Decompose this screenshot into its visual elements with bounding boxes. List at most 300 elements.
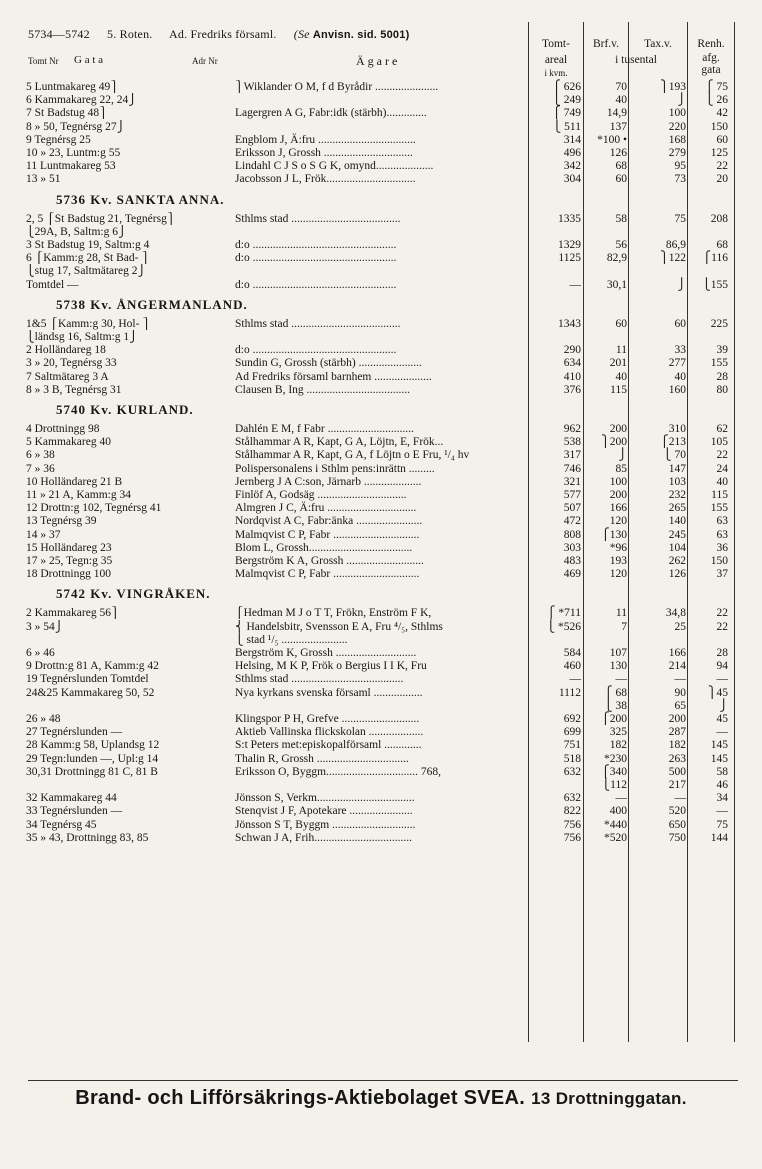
- row-owner: Jönsson S, Verkm..................................: [235, 792, 415, 805]
- row-owner: Stenqvist J F, Apotekare ......................: [235, 805, 413, 818]
- row-address: 30,31 Drottningg 81 C, 81 B: [26, 765, 158, 778]
- row-brf-value: 40: [615, 94, 627, 107]
- table-row: [0, 725, 762, 739]
- row-address: 9 Tegnérsg 25: [26, 133, 91, 146]
- row-renh-fee: ⎧116: [702, 252, 728, 265]
- row-tax-value: ⎧213: [660, 436, 686, 449]
- row-address: 6 Kammakareg 22, 24⎭: [26, 94, 137, 107]
- row-owner: Helsing, M K P, Frök o Bergius I I K, Fru: [235, 660, 427, 673]
- row-tax-value: 214: [668, 660, 686, 673]
- row-renh-fee: 58: [716, 765, 728, 778]
- block-title: 5736 Kv. SANKTA ANNA.: [56, 191, 225, 207]
- row-owner: Bergström K A, Grossh ...........................: [235, 555, 424, 567]
- table-row: [0, 488, 762, 502]
- header-area-2: areal: [544, 54, 568, 66]
- row-renh-fee: 28: [716, 647, 728, 659]
- row-area: 577: [563, 489, 581, 501]
- row-brf-value: 200: [609, 423, 627, 435]
- footer-company: Brand- och Lifförsäkrings-Aktiebolaget SVEA.: [75, 1087, 526, 1109]
- row-renh-fee: 150: [710, 120, 728, 133]
- row-area: 822: [563, 805, 581, 818]
- row-brf-value: 400: [609, 805, 627, 818]
- row-tax-value: 60: [674, 317, 686, 330]
- row-address: 13 » 51: [26, 173, 61, 186]
- row-tax-value: 200: [668, 713, 686, 725]
- row-area: 342: [563, 160, 581, 173]
- row-tax-value: 126: [668, 568, 686, 581]
- row-owner: d:o ..................................................: [235, 239, 397, 251]
- header-renh-2: afg.: [702, 52, 720, 64]
- table-row: [0, 567, 762, 581]
- row-owner: Engblom J, Ä:fru ..................................: [235, 133, 416, 146]
- row-renh-fee: 45: [716, 713, 728, 725]
- row-owner: d:o ..................................................: [235, 252, 397, 265]
- row-renh-fee: ⎫45: [707, 686, 728, 699]
- row-owner: Malmqvist C P, Fabr ..............................: [235, 528, 420, 541]
- row-address: 14 » 37: [26, 528, 61, 541]
- row-brf-value: —: [615, 792, 627, 805]
- row-tax-value: 232: [668, 489, 686, 501]
- row-tax-value: 160: [668, 383, 686, 396]
- table-row: [0, 278, 762, 292]
- row-brf-value: ⎩112: [601, 779, 627, 791]
- row-brf-value: ⎧ 68: [604, 686, 627, 699]
- row-area: 751: [563, 739, 581, 752]
- row-renh-fee: 46: [716, 779, 728, 791]
- row-tax-value: 166: [668, 647, 686, 659]
- header-brf: Brf.v.: [592, 38, 620, 50]
- row-tax-value: 73: [674, 173, 686, 186]
- row-tax-value: 140: [668, 515, 686, 528]
- row-renh-fee: 22: [716, 160, 728, 173]
- table-row: [0, 541, 762, 555]
- row-renh-fee: 62: [716, 423, 728, 435]
- row-tax-value: 262: [668, 555, 686, 567]
- table-row: [0, 317, 762, 331]
- row-area: 304: [563, 173, 581, 186]
- row-brf-value: 193: [609, 555, 627, 567]
- reference-prefix: (Se: [293, 27, 310, 41]
- row-tax-value: 100: [668, 107, 686, 120]
- row-area: 756: [563, 818, 581, 831]
- row-tax-value: 279: [668, 147, 686, 159]
- row-brf-value: 11: [615, 607, 627, 620]
- row-area: ⎩ 249: [552, 94, 581, 107]
- row-renh-fee: 28: [716, 370, 728, 383]
- table-row: [0, 791, 762, 805]
- row-brf-value: ⎧130: [601, 528, 627, 541]
- row-area: 634: [563, 357, 581, 370]
- table-row: [0, 435, 762, 449]
- row-brf-value: 100: [609, 475, 627, 488]
- row-brf-value: 70: [615, 81, 627, 93]
- row-address: 32 Kammakareg 44: [26, 792, 117, 805]
- table-row: [0, 238, 762, 252]
- row-area: 692: [563, 713, 581, 725]
- row-brf-value: 115: [610, 383, 627, 396]
- row-brf-value: 85: [615, 462, 627, 475]
- row-address: 6 » 46: [26, 647, 55, 659]
- row-address: 3 » 54⎭: [26, 620, 64, 633]
- row-owner: Bergström K, Grossh ............................: [235, 647, 417, 659]
- table-row: [0, 831, 762, 845]
- row-brf-value: 82,9: [606, 252, 627, 265]
- table-row: [0, 699, 762, 713]
- row-renh-fee: 105: [710, 436, 728, 449]
- row-renh-fee: 145: [710, 752, 728, 765]
- row-address: 18 Drottningg 100: [26, 568, 111, 581]
- row-area: 410: [563, 370, 581, 383]
- row-area: 584: [563, 647, 581, 659]
- row-tax-value: 104: [668, 541, 686, 554]
- row-brf-value: 60: [615, 317, 627, 330]
- row-address: ⎩29A, B, Saltm:g 6⎭: [26, 225, 127, 238]
- row-tax-value: 220: [668, 120, 686, 133]
- row-area: —: [569, 673, 581, 686]
- row-brf-value: 137: [609, 120, 627, 133]
- row-renh-fee: 63: [716, 528, 728, 541]
- table-row: [0, 159, 762, 173]
- row-owner: Almgren J C, Ä:fru ...............................: [235, 502, 417, 515]
- row-address: 2 Holländareg 18: [26, 344, 106, 357]
- table-row: [0, 501, 762, 515]
- row-tax-value: 277: [668, 357, 686, 370]
- row-brf-value: ⎧340: [601, 765, 627, 778]
- row-tax-value: ⎩ 70: [663, 449, 686, 462]
- row-brf-value: 201: [609, 357, 627, 370]
- row-brf-value: 166: [609, 502, 627, 515]
- row-address: Tomtdel —: [26, 278, 79, 291]
- row-address: 8 » 50, Tegnérsg 27⎭: [26, 120, 126, 133]
- row-renh-fee: 150: [710, 555, 728, 567]
- row-tax-value: 95: [674, 160, 686, 173]
- row-address: 4 Drottningg 98: [26, 423, 100, 435]
- row-owner: Stålhammar A R, Kapt, G A, f Löjtn o E Fru, ¹/₄ hv: [235, 449, 470, 462]
- row-renh-fee: ⎭: [719, 699, 728, 712]
- row-owner: Lindahl C J S o S G K, omynd....................: [235, 160, 434, 173]
- row-brf-value: *96: [609, 541, 627, 554]
- row-address: 13 Tegnérsg 39: [26, 515, 97, 528]
- table-row: [0, 738, 762, 752]
- reference-note: [294, 27, 410, 41]
- row-area: 1112: [558, 686, 581, 699]
- header-tax: Tax.v.: [644, 38, 672, 50]
- row-renh-fee: 37: [716, 568, 728, 581]
- row-tax-value: 265: [668, 502, 686, 515]
- row-address: 3 » 20, Tegnérsg 33: [26, 357, 117, 370]
- row-renh-fee: 60: [716, 133, 728, 146]
- row-address: 12 Drottn:g 102, Tegnérsg 41: [26, 502, 162, 515]
- row-area: 303: [563, 541, 581, 554]
- row-owner: ⎧Hedman M J o T T, Frökn, Enström F K,: [235, 607, 432, 620]
- row-renh-fee: 208: [710, 212, 728, 225]
- row-area: 632: [563, 765, 581, 778]
- row-address: 24&25 Kammakareg 50, 52: [26, 686, 155, 699]
- footer-rule: [28, 1080, 738, 1081]
- row-area: 483: [563, 555, 581, 567]
- table-row: [0, 606, 762, 620]
- row-brf-value: 11: [615, 344, 627, 357]
- row-owner: Nordqvist A C, Fabr:änka .......................: [235, 515, 423, 528]
- row-renh-fee: 24: [716, 462, 728, 475]
- row-area: —: [569, 278, 581, 291]
- row-owner: Thalin R, Grossh ................................: [235, 752, 409, 765]
- row-area: ⎧ *711: [546, 607, 581, 620]
- table-row: [0, 462, 762, 476]
- row-address: 15 Holländareg 23: [26, 541, 112, 554]
- row-address: 10 Holländareg 21 B: [26, 475, 123, 488]
- table-row: [0, 106, 762, 120]
- row-area: 290: [563, 344, 581, 357]
- table-row: [0, 659, 762, 673]
- row-tax-value: ⎭: [677, 94, 686, 107]
- row-owner: Jernberg J A C:son, Järnarb ....................: [235, 475, 422, 488]
- row-renh-fee: 22: [716, 449, 728, 462]
- row-tax-value: 65: [674, 699, 686, 712]
- table-row: [0, 804, 762, 818]
- row-brf-value: 68: [615, 160, 627, 173]
- row-owner: d:o ..................................................: [235, 344, 397, 357]
- table-row: [0, 646, 762, 660]
- table-row: [0, 80, 762, 94]
- table-row: [0, 93, 762, 107]
- row-address: 17 » 25, Tegn:g 35: [26, 555, 113, 567]
- row-renh-fee: 225: [710, 317, 728, 330]
- row-owner: Clausen B, Ing ....................................: [235, 383, 411, 396]
- row-area: 808: [563, 528, 581, 541]
- table-row: [0, 778, 762, 792]
- row-area: 1335: [558, 212, 581, 225]
- row-brf-value: 130: [609, 660, 627, 673]
- header-renh-3: gata: [701, 64, 721, 76]
- row-area: 321: [563, 475, 581, 488]
- row-brf-value: 56: [615, 239, 627, 251]
- row-owner: Ad Fredriks församl barnhem ....................: [235, 370, 432, 383]
- row-owner: Finlöf A, Godsäg ...............................: [235, 489, 407, 501]
- header-tomt-nr: Tomt Nr: [28, 56, 59, 66]
- row-brf-value: 40: [615, 370, 627, 383]
- row-address: 7 St Badstug 48⎫: [26, 107, 108, 120]
- row-tax-value: 25: [674, 620, 686, 633]
- row-renh-fee: 20: [716, 173, 728, 186]
- row-brf-value: ⎩ 38: [604, 699, 627, 712]
- table-row: [0, 633, 762, 647]
- row-owner: Jacobsson J L, Frök...............................: [235, 173, 416, 186]
- row-owner: Klingspor P H, Grefve ...........................: [235, 713, 420, 725]
- row-brf-value: ⎫200: [601, 436, 627, 449]
- row-owner: Polispersonalens i Sthlm pens:inrättn .........: [235, 462, 435, 475]
- row-tax-value: 245: [668, 528, 686, 541]
- block-title: 5740 Kv. KURLAND.: [56, 402, 194, 417]
- table-row: [0, 752, 762, 766]
- table-row: [0, 712, 762, 726]
- row-brf-value: 30,1: [606, 278, 627, 291]
- row-address: 7 Saltmätareg 3 A: [26, 370, 109, 383]
- row-area: 1343: [558, 317, 581, 330]
- row-brf-value: ⎧200: [601, 713, 627, 725]
- row-area: 507: [563, 502, 581, 515]
- table-row: [0, 330, 762, 344]
- table-row: [0, 528, 762, 542]
- row-address: 35 » 43, Drottningg 83, 85: [26, 831, 149, 844]
- row-brf-value: *520: [604, 831, 627, 844]
- header-area-1: Tomt-: [542, 38, 570, 50]
- row-tax-value: 103: [668, 475, 686, 488]
- row-address: 5 Luntmakareg 49⎫: [26, 81, 119, 93]
- table-row: [0, 448, 762, 462]
- row-owner: Sthlms stad ......................................: [235, 317, 401, 330]
- row-area: 1329: [558, 239, 581, 251]
- table-row: [0, 343, 762, 357]
- row-tax-value: 168: [668, 133, 686, 146]
- row-brf-value: *230: [604, 752, 627, 765]
- table-row: [0, 765, 762, 779]
- row-address: 34 Tegnérsg 45: [26, 818, 97, 831]
- footer-address: 13 Drottninggatan.: [531, 1089, 687, 1108]
- row-address: 10 » 23, Luntm:g 55: [26, 147, 121, 159]
- row-owner: Sthlms stad .......................................: [235, 673, 404, 686]
- row-brf-value: 325: [609, 726, 627, 739]
- table-row: [0, 251, 762, 265]
- row-address: 7 » 36: [26, 462, 55, 475]
- header-agare: Ä g a r e: [356, 54, 398, 68]
- table-row: [0, 133, 762, 147]
- row-area: 962: [563, 423, 581, 435]
- footer-advertisement: [0, 1087, 762, 1110]
- row-owner: ⎨ Handelsbitr, Svensson E A, Fru ⁴/₅, Sthlms: [235, 620, 443, 633]
- row-renh-fee: 22: [716, 607, 728, 620]
- row-renh-fee: 75: [716, 818, 728, 831]
- row-renh-fee: 80: [716, 383, 728, 396]
- row-tax-value: 310: [668, 423, 686, 435]
- table-row: [0, 212, 762, 226]
- table-row: [0, 120, 762, 134]
- table-row: [0, 146, 762, 160]
- row-brf-value: 200: [609, 489, 627, 501]
- row-renh-fee: 40: [716, 475, 728, 488]
- row-owner: d:o ..................................................: [235, 278, 397, 291]
- row-renh-fee: 36: [716, 541, 728, 554]
- row-tax-value: 86,9: [665, 239, 686, 251]
- row-address: 2, 5 ⎧St Badstug 21, Tegnérsg⎫: [26, 212, 176, 225]
- row-address: 28 Kamm:g 58, Uplandsg 12: [26, 739, 160, 752]
- table-row: [0, 818, 762, 832]
- row-address: 3 St Badstug 19, Saltm:g 4: [26, 239, 150, 251]
- row-tax-value: 34,8: [665, 607, 686, 620]
- row-renh-fee: 22: [716, 620, 728, 633]
- row-owner: Schwan J A, Frih..................................: [235, 831, 412, 844]
- row-brf-value: *100 •: [597, 133, 627, 146]
- row-address: 19 Tegnérslunden Tomtdel: [26, 673, 149, 686]
- row-address: 6 ⎧Kamm:g 28, St Bad- ⎫: [26, 252, 150, 265]
- table-row: [0, 686, 762, 700]
- row-renh-fee: 115: [711, 489, 728, 501]
- table-row: [0, 356, 762, 370]
- row-tax-value: ⎫193: [660, 81, 686, 93]
- row-brf-value: 7: [621, 620, 627, 633]
- row-tax-value: 520: [668, 805, 686, 818]
- row-brf-value: 120: [609, 568, 627, 581]
- row-renh-fee: ⎩155: [702, 278, 728, 291]
- row-area: 460: [563, 660, 581, 673]
- row-renh-fee: 144: [710, 831, 728, 844]
- row-address: 2 Kammakareg 56⎫: [26, 607, 120, 620]
- row-tax-value: 40: [674, 370, 686, 383]
- row-tax-value: ⎫122: [660, 252, 686, 265]
- row-owner: Eriksson O, Byggm................................ 768,: [235, 765, 442, 778]
- row-area: 1125: [558, 252, 581, 265]
- row-renh-fee: —: [716, 726, 728, 739]
- row-tax-value: 75: [674, 212, 686, 225]
- row-brf-value: ⎭: [618, 449, 627, 462]
- row-renh-fee: 155: [710, 357, 728, 370]
- row-owner: Sthlms stad ......................................: [235, 212, 401, 225]
- page-range: 5734—5742: [28, 27, 90, 41]
- row-brf-value: 58: [615, 212, 627, 225]
- district-name: 5. Roten.: [107, 27, 153, 41]
- row-owner: Nya kyrkans svenska församl .................: [235, 686, 423, 699]
- row-renh-fee: 125: [710, 147, 728, 159]
- row-area: 317: [563, 449, 581, 462]
- header-adr-nr: Adr Nr: [192, 56, 218, 66]
- row-area: 496: [563, 147, 581, 159]
- row-tax-value: 217: [668, 779, 686, 791]
- table-row: [0, 383, 762, 397]
- row-renh-fee: 145: [710, 739, 728, 752]
- row-owner: S:t Peters met:episkopalförsaml .............: [235, 739, 422, 752]
- row-owner: Blom L, Grossh....................................: [235, 541, 413, 554]
- row-area: 699: [563, 726, 581, 739]
- row-address: 33 Tegnérslunden —: [26, 805, 123, 818]
- row-address: 26 » 48: [26, 713, 61, 725]
- row-address: 11 » 21 A, Kamm:g 34: [26, 489, 131, 501]
- row-renh-fee: 34: [716, 792, 728, 805]
- row-address: ⎩ländsg 16, Saltm:g 1⎭: [26, 331, 138, 343]
- row-owner: Aktieb Vallinska flickskolan ...................: [235, 726, 424, 739]
- row-area: 746: [563, 462, 581, 475]
- row-renh-fee: 39: [716, 344, 728, 357]
- row-owner: Jönsson S T, Byggm .............................: [235, 818, 416, 831]
- row-address: 8 » 3 B, Tegnérsg 31: [26, 383, 122, 396]
- row-address: ⎩stug 17, Saltmätareg 2⎭: [26, 265, 147, 278]
- row-brf-value: *440: [604, 818, 627, 831]
- row-renh-fee: ⎩ 26: [705, 94, 728, 107]
- row-tax-value: ⎭: [677, 278, 686, 291]
- row-tax-value: 90: [674, 686, 686, 699]
- row-area: ⎩ 511: [552, 120, 581, 133]
- page-header: [28, 27, 532, 42]
- header-gata: G a t a: [74, 54, 104, 66]
- header-renh-1: Renh.: [697, 38, 725, 50]
- row-brf-value: 182: [609, 739, 627, 752]
- row-tax-value: 287: [668, 726, 686, 739]
- row-renh-fee: —: [716, 673, 728, 686]
- row-owner: Eriksson J, Grossh ...............................: [235, 147, 413, 159]
- row-address: 5 Kammakareg 40: [26, 436, 111, 449]
- row-area: ⎧ 749: [552, 107, 581, 120]
- table-row: [0, 554, 762, 568]
- row-tax-value: 33: [674, 344, 686, 357]
- row-area: 538: [563, 436, 581, 449]
- row-area: 632: [563, 792, 581, 805]
- row-brf-value: 120: [609, 515, 627, 528]
- row-brf-value: 14,9: [606, 107, 627, 120]
- header-value-unit: i tusental: [615, 54, 657, 66]
- block-title: 5742 Kv. VINGRÅKEN.: [56, 586, 211, 602]
- row-tax-value: —: [674, 673, 686, 686]
- row-owner: Lagergren A G, Fabr:idk (stärbh)..............: [235, 107, 427, 120]
- row-tax-value: 750: [668, 831, 686, 844]
